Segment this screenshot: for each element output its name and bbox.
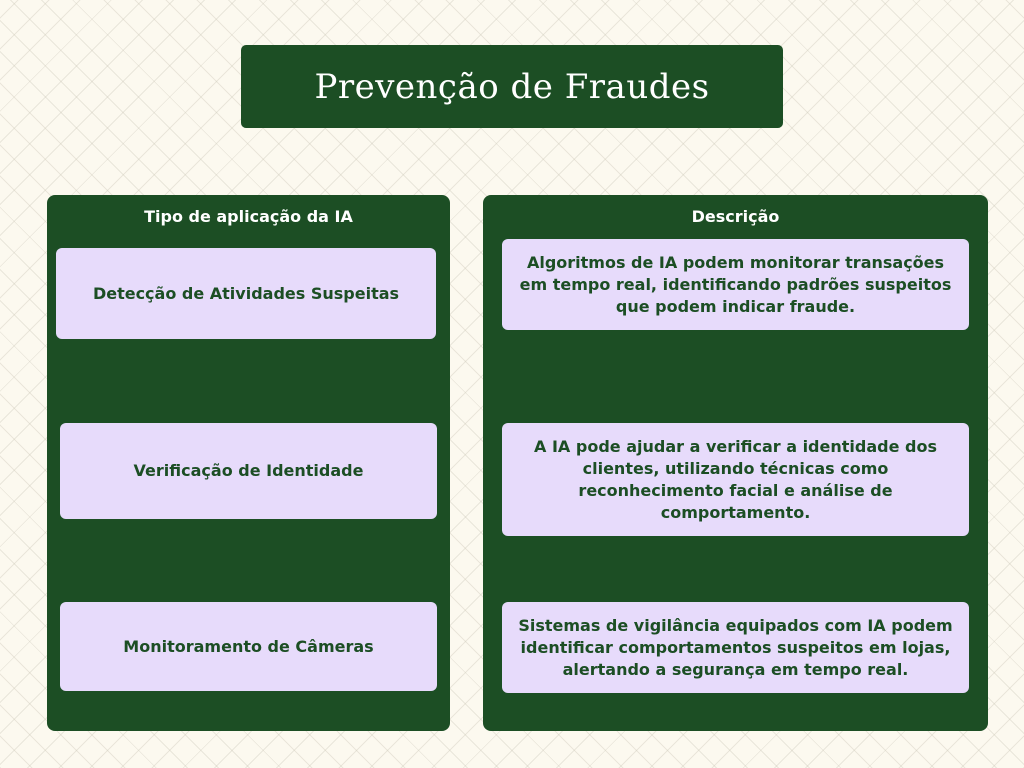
type-card-suspicious-activity bbox=[56, 248, 436, 339]
title-banner bbox=[241, 45, 783, 128]
description-card-camera-monitoring bbox=[502, 602, 969, 693]
description-card-suspicious-activity bbox=[502, 239, 969, 330]
type-card-label: Verificação de Identidade bbox=[133, 461, 364, 480]
type-card-camera-monitoring bbox=[60, 602, 437, 691]
left-column-header: Tipo de aplicação da IA bbox=[144, 207, 353, 226]
description-card-text: Algoritmos de IA podem monitorar transações em tempo real, identificando padrões suspeitos que podem indicar fraude. bbox=[519, 252, 952, 316]
description-card-text: A IA pode ajudar a verificar a identidade dos clientes, utilizando técnicas como reconhecimento facial e análise de comportamento. bbox=[534, 436, 937, 522]
type-card-label: Monitoramento de Câmeras bbox=[123, 636, 374, 656]
right-column-header: Descrição bbox=[691, 207, 780, 226]
page-title: Prevenção de Fraudes bbox=[314, 66, 710, 107]
description-card-text: Sistemas de vigilância equipados com IA podem identificar comportamentos suspeitos em lojas, alertando a segurança em tempo real. bbox=[518, 615, 953, 679]
type-card-identity-verification bbox=[60, 423, 437, 519]
description-card-identity-verification bbox=[502, 423, 969, 536]
type-card-label: Detecção de Atividades Suspeitas bbox=[92, 283, 400, 303]
